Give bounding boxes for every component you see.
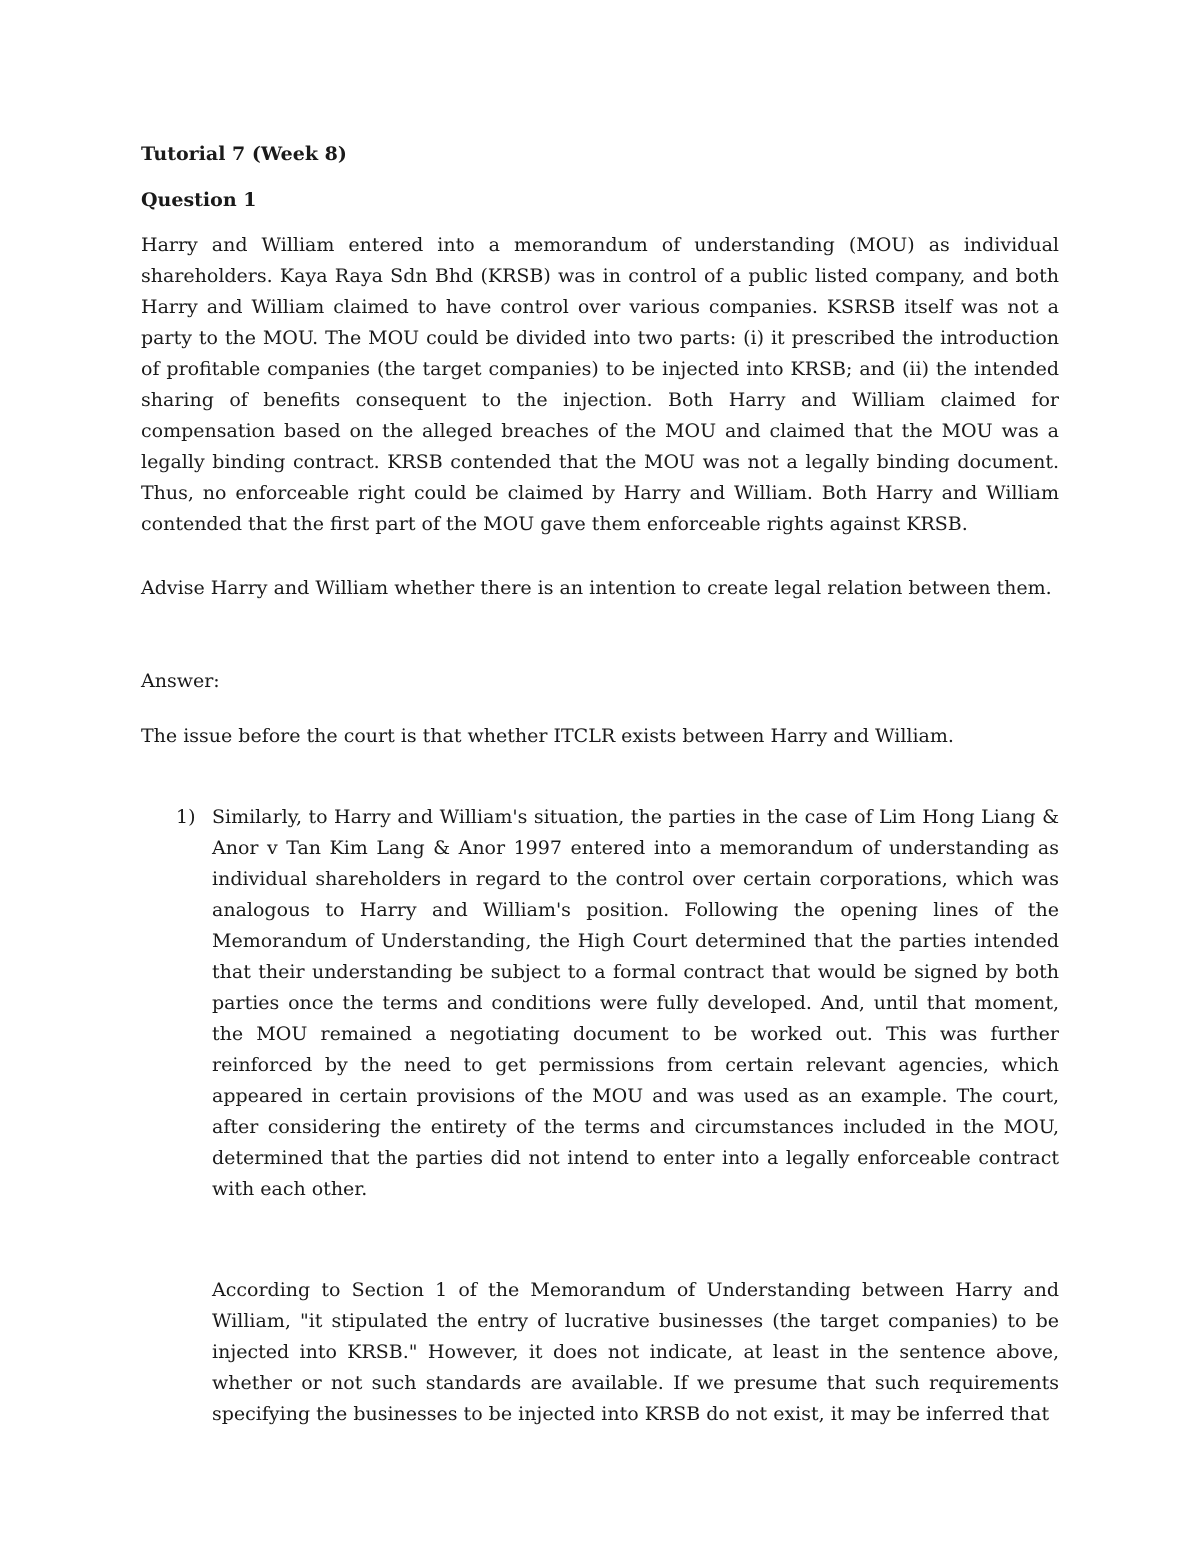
list-item-text: Similarly, to Harry and William's situation, the parties in the case of Lim Hong Liang & Anor v Tan Kim Lang & Anor 1997 entered into a memorandum of understanding as individual shareholders in regard to the control over certain corporations, which was analogous to Harry and William's position. Following the opening lines of the Memorandum of Understanding, the High Court determined that the parties intended that their understanding be subject to a formal contract that would be signed by both parties once the terms and conditions were fully developed. And, until that moment, the MOU remained a negotiating document to be worked out. This was further reinforced by the need to get permissions from certain relevant agencies, which appeared in certain provisions of the MOU and was used as an example. The court, after considering the entirety of the terms and circumstances included in the MOU, determined that the parties did not intend to enter into a legally enforceable contract with each other. [212,806,1059,1200]
question-heading: Question 1 [141,189,257,211]
section-1-paragraph: According to Section 1 of the Memorandum of Understanding between Harry and William, "it stipulated the entry of lucrative businesses (the target companies) to be injected into KRSB." However, it does not indicate, at least in the sentence above, whether or not such standards are available. If we presume that such requirements specifying the businesses to be injected into KRSB do not exist, it may be inferred that [212,1279,1059,1425]
answer-label: Answer: [141,670,220,692]
list-item-number: 1) [176,806,196,828]
list-item [141,802,1059,1205]
document-title: Tutorial 7 (Week 8) [141,143,347,165]
issue-statement: The issue before the court is that whether ITCLR exists between Harry and William. [141,725,954,747]
document-page [141,140,1059,1430]
question-text: Harry and William entered into a memorandum of understanding (MOU) as individual shareholders. Kaya Raya Sdn Bhd (KRSB) was in control of a public listed company, and both Harry and William claimed to have control over various companies. KSRSB itself was not a party to the MOU. The MOU could be divided into two parts: (i) it prescribed the introduction of profitable companies (the target companies) to be injected into KRSB; and (ii) the intended sharing of benefits consequent to the injection. Both Harry and William claimed for compensation based on the alleged breaches of the MOU and claimed that the MOU was a legally binding contract. KRSB contended that the MOU was not a legally binding document. Thus, no enforceable right could be claimed by Harry and William. Both Harry and William contended that the first part of the MOU gave them enforceable rights against KRSB. [141,234,1059,535]
advise-instruction: Advise Harry and William whether there is an intention to create legal relation between them. [141,577,1052,599]
